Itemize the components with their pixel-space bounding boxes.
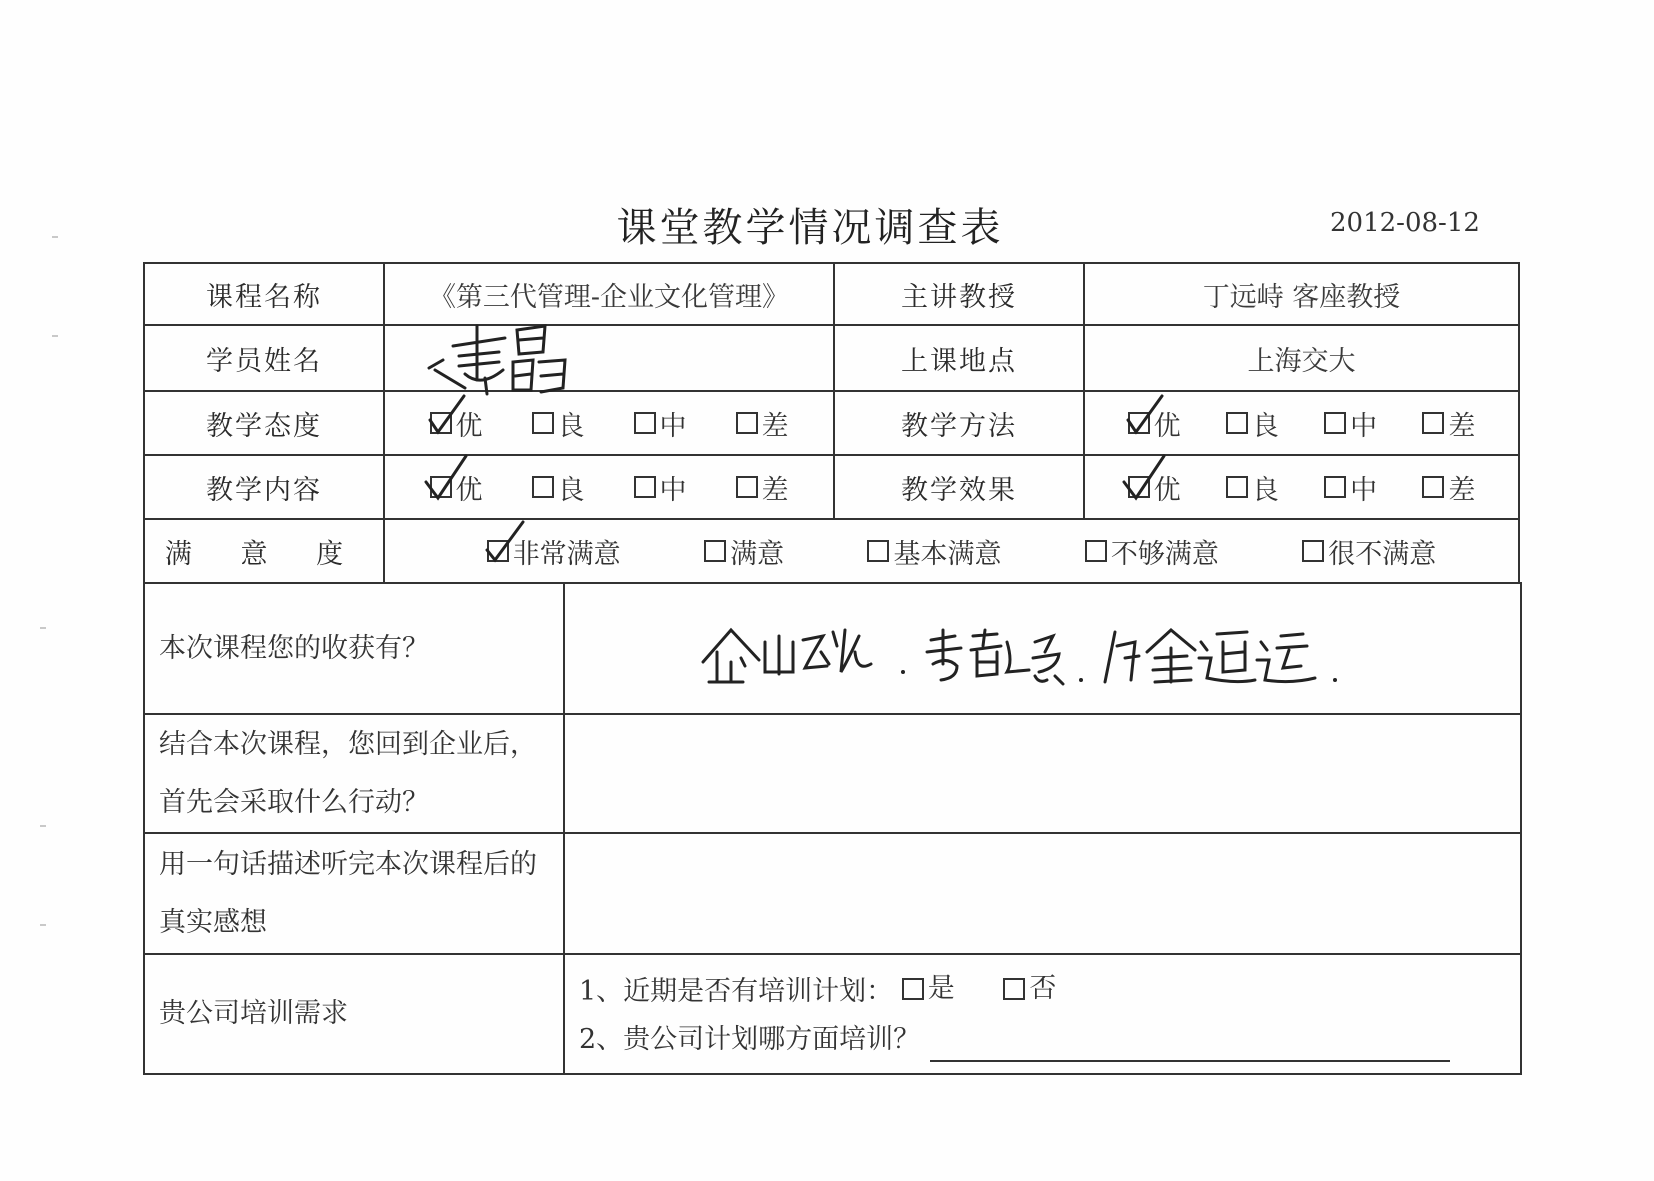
rating-option[interactable]: 良 [1226,404,1279,443]
checkbox-icon [1226,412,1248,434]
form-date: 2012-08-12 [1330,208,1480,238]
checkbox-icon [1226,476,1248,498]
teaching-effect-options [1084,455,1519,519]
rating-option[interactable]: 差 [736,468,789,507]
satisfaction-options [384,519,1519,583]
rating-option[interactable]: 中 [1324,468,1377,507]
checkbox-icon [1085,540,1107,562]
scan-mark [40,825,46,827]
scan-mark [40,627,46,629]
checkbox-icon [867,540,889,562]
checkbox-icon [634,412,656,434]
action-answer[interactable] [564,714,1521,833]
gain-answer[interactable] [564,583,1521,714]
scan-mark [40,924,46,926]
rating-option[interactable]: 中 [634,468,687,507]
lecturer-value: 丁远峙 客座教授 [1084,263,1519,325]
rating-option[interactable]: 优 [1128,404,1181,443]
form-title: 课堂教学情况调查表 [616,205,1004,251]
location-value: 上海交大 [1084,325,1519,391]
satisfaction-option[interactable]: 基本满意 [867,532,1001,571]
rating-option[interactable]: 良 [532,404,585,443]
scan-mark [52,335,58,337]
teaching-attitude-label: 教学态度 [144,391,384,455]
checkbox-icon [1003,978,1025,1000]
satisfaction-option[interactable]: 非常满意 [487,532,621,571]
checkbox-icon [1324,412,1346,434]
checkbox-icon [532,476,554,498]
needs-question: 贵公司培训需求 [144,954,564,1074]
course-name-value: 《第三代管理-企业文化管理》 [384,263,834,325]
satisfaction-option[interactable]: 很不满意 [1302,532,1436,571]
rating-option[interactable]: 优 [1128,468,1181,507]
checkbox-icon [1422,476,1444,498]
feeling-answer[interactable] [564,833,1521,954]
location-label: 上课地点 [834,325,1084,391]
action-question: 结合本次课程，您回到企业后，首先会采取什么行动？ [144,714,564,833]
rating-option[interactable]: 差 [736,404,789,443]
training-topic-input[interactable] [930,1030,1450,1062]
student-name-label: 学员姓名 [144,325,384,391]
training-plan-row: 1、近期是否有培训计划： 是 否 [579,967,1506,1014]
checkbox-icon [1422,412,1444,434]
teaching-content-label: 教学内容 [144,455,384,519]
student-name-value[interactable] [384,325,834,391]
lecturer-label: 主讲教授 [834,263,1084,325]
satisfaction-option[interactable]: 满意 [704,532,784,571]
rating-option[interactable]: 优 [430,404,483,443]
teaching-method-label: 教学方法 [834,391,1084,455]
checked-box-icon [430,412,452,434]
scan-mark [52,236,58,238]
checked-box-icon [1128,412,1150,434]
needs-answer [564,954,1521,1074]
checkbox-icon [736,412,758,434]
teaching-effect-label: 教学效果 [834,455,1084,519]
checkbox-icon [634,476,656,498]
rating-option[interactable]: 优 [430,468,483,507]
feeling-question: 用一句话描述听完本次课程后的真实感想 [144,833,564,954]
checked-box-icon [430,476,452,498]
student-signature [425,318,585,398]
rating-option[interactable]: 中 [634,404,687,443]
training-topic-row: 2、贵公司计划哪方面培训？ [579,1018,1506,1062]
checkbox-icon [1324,476,1346,498]
rating-option[interactable]: 差 [1422,404,1475,443]
rating-option[interactable]: 差 [1422,468,1475,507]
teaching-method-options [1084,391,1519,455]
teaching-content-options [384,455,834,519]
feedback-table [143,582,1522,1075]
satisfaction-label: 满 意 度 [144,519,384,583]
checkbox-icon [704,540,726,562]
checkbox-icon [1302,540,1324,562]
satisfaction-option[interactable]: 不够满意 [1085,532,1219,571]
checkbox-icon [902,978,924,1000]
checkbox-icon [736,476,758,498]
survey-form [143,262,1520,1075]
handwritten-answer [695,622,1345,692]
course-name-label: 课程名称 [144,263,384,325]
rating-option[interactable]: 中 [1324,404,1377,443]
checkbox-icon [532,412,554,434]
course-info-table [143,262,1520,584]
gain-question: 本次课程您的收获有？ [144,583,564,714]
checked-box-icon [1128,476,1150,498]
teaching-attitude-options [384,391,834,455]
checked-box-icon [487,540,509,562]
plan-yes-option[interactable]: 是 [902,967,955,1011]
rating-option[interactable]: 良 [1226,468,1279,507]
plan-no-option[interactable]: 否 [1003,967,1056,1011]
rating-option[interactable]: 良 [532,468,585,507]
